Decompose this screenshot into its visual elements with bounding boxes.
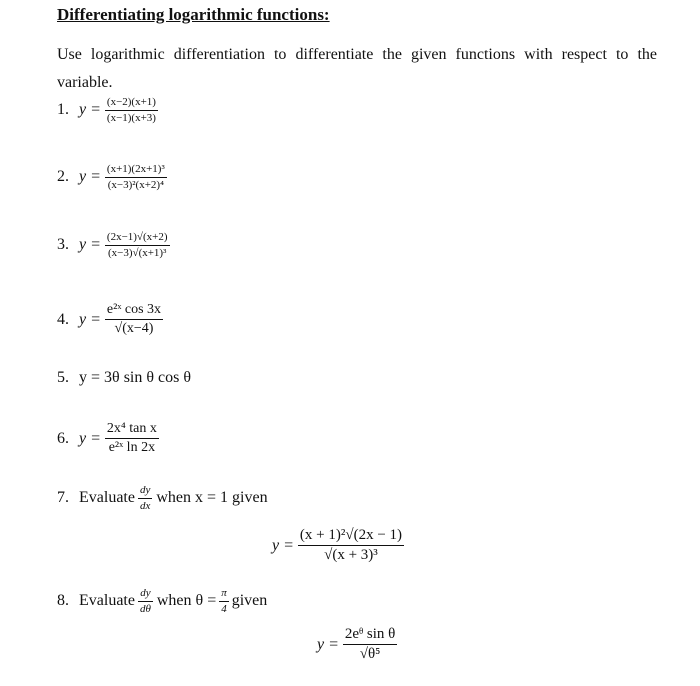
problem-6 <box>57 421 159 456</box>
problem-3 <box>57 231 170 259</box>
numerator: 2x⁴ tan x <box>106 421 157 436</box>
fraction-bar <box>298 545 404 546</box>
problem-number: 4. <box>57 310 69 328</box>
fraction-bar <box>343 644 397 645</box>
derivative-denominator: dθ <box>139 602 151 615</box>
denominator: √(x + 3)³ <box>324 547 378 564</box>
equation-lhs: y = <box>79 429 101 447</box>
condition-text: when x = 1 given <box>156 489 268 507</box>
fraction-bar <box>138 498 152 499</box>
fraction-bar <box>105 177 167 178</box>
equation-lhs: y = <box>272 536 294 554</box>
derivative-fraction <box>138 587 153 615</box>
denominator: √θ⁵ <box>359 646 381 663</box>
equation-lhs: y = <box>79 310 101 328</box>
derivative-fraction <box>138 484 152 512</box>
fraction <box>343 626 397 664</box>
fraction-bar <box>105 319 163 320</box>
problem-number: 8. <box>57 592 69 610</box>
fraction-bar <box>105 245 170 246</box>
numerator: 2eᶿ sin θ <box>344 626 396 642</box>
fraction-bar <box>105 438 159 439</box>
evaluate-label: Evaluate <box>79 592 135 610</box>
fraction <box>105 96 158 124</box>
fraction <box>105 302 163 337</box>
condition-text: when θ = <box>156 592 217 610</box>
numerator: (x + 1)²√(2x − 1) <box>299 527 403 543</box>
given-text: given <box>231 592 268 610</box>
problem-8 <box>57 587 267 615</box>
fraction <box>105 231 170 259</box>
equation-lhs: y = <box>79 168 101 186</box>
problem-5 <box>57 369 191 387</box>
numerator: e²ˣ cos 3x <box>106 302 162 317</box>
denominator: (x−1)(x+3) <box>106 111 156 124</box>
problem-1 <box>57 96 158 124</box>
denominator: (x−3)²(x+2)⁴ <box>107 178 164 191</box>
equation-lhs: y = <box>79 101 101 119</box>
derivative-numerator: dy <box>139 484 151 496</box>
problem-7-given <box>272 527 404 565</box>
problem-number: 1. <box>57 101 69 119</box>
angle-numerator: π <box>221 587 227 599</box>
angle-fraction <box>219 587 229 615</box>
equation: y = 3θ sin θ cos θ <box>79 369 192 386</box>
equation-lhs: y = <box>317 635 339 653</box>
page-title: Differentiating logarithmic functions: <box>57 5 330 24</box>
fraction <box>105 421 159 456</box>
fraction-bar <box>105 110 158 111</box>
fraction-bar <box>138 601 153 602</box>
problem-4 <box>57 302 163 337</box>
denominator: √(x−4) <box>114 321 154 337</box>
problem-7 <box>57 484 268 512</box>
equation-lhs: y = <box>79 236 101 254</box>
numerator: (x−2)(x+1) <box>106 96 156 108</box>
problem-2 <box>57 163 167 191</box>
instructions: Use logarithmic differentiation to differentiate the given functions with respect to the variable. <box>57 46 657 91</box>
problem-number: 2. <box>57 168 69 186</box>
problem-number: 6. <box>57 429 69 447</box>
derivative-numerator: dy <box>140 587 151 599</box>
problem-number: 7. <box>57 489 69 507</box>
derivative-denominator: dx <box>139 499 151 512</box>
fraction <box>298 527 404 565</box>
numerator: (2x−1)√(x+2) <box>106 231 168 243</box>
evaluate-label: Evaluate <box>79 489 135 507</box>
denominator: (x−3)√(x+1)³ <box>108 246 167 259</box>
problem-number: 3. <box>57 236 69 254</box>
fraction <box>105 163 167 191</box>
fraction-bar <box>219 601 229 602</box>
angle-denominator: 4 <box>221 602 227 615</box>
problem-number: 5. <box>57 369 69 386</box>
denominator: e²ˣ ln 2x <box>108 440 156 456</box>
numerator: (x+1)(2x+1)³ <box>106 163 165 175</box>
problem-8-given <box>317 626 397 664</box>
